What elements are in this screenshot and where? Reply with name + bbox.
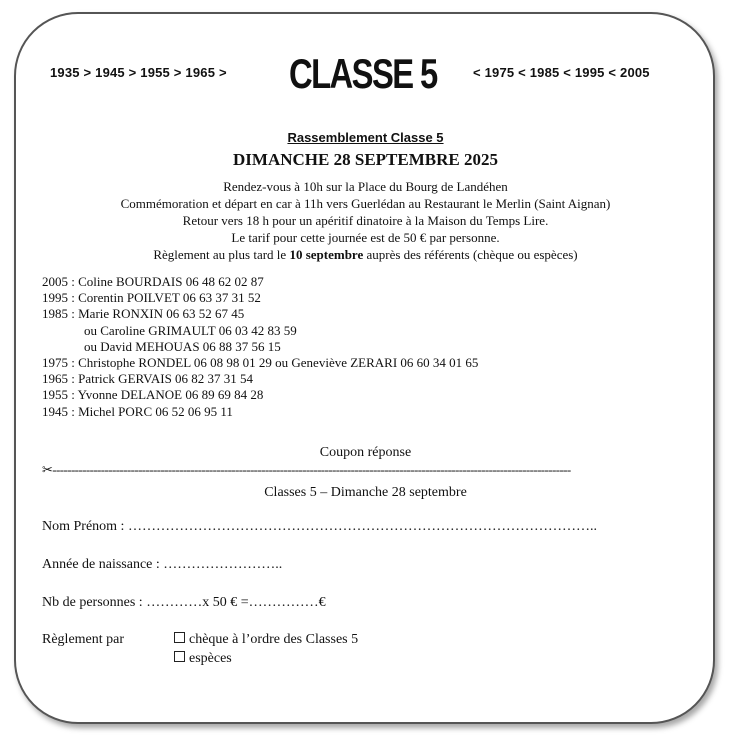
payment-label: Règlement par xyxy=(42,632,125,647)
contact-item: ou Caroline GRIMAULT 06 03 42 83 59 xyxy=(84,322,297,338)
info-line-return: Retour vers 18 h pour un apéritif dinatoire à la Maison du Temps Lire. xyxy=(182,213,549,228)
payment-deadline-after: auprès des référents (chèque ou espèces) xyxy=(363,247,578,262)
contact-item: 1965 : Patrick GERVAIS 06 82 37 31 54 xyxy=(42,371,254,387)
option-cash-label: espèces xyxy=(189,651,232,666)
info-line-meeting: Rendez-vous à 10h sur la Place du Bourg de Landéhen xyxy=(223,179,508,194)
contact-item: 2005 : Coline BOURDAIS 06 48 62 02 87 xyxy=(42,274,264,289)
info-line-commemoration: Commémoration et départ en car à 11h vers Guerlédan au Restaurant le Merlin (Saint Aignan) xyxy=(120,196,611,211)
checkbox-cheque[interactable] xyxy=(174,632,185,643)
event-info xyxy=(0,178,731,263)
persons-field: Nb de personnes : …………x 50 € =……………€ xyxy=(42,595,326,610)
contact-item: 1955 : Yvonne DELANOE 06 89 69 84 28 xyxy=(42,387,264,403)
contact-item: 1985 : Marie RONXIN 06 63 52 67 45 xyxy=(42,306,245,322)
contact-item: 1995 : Corentin POILVET 06 63 37 31 52 xyxy=(42,290,261,306)
event-date: DIMANCHE 28 SEPTEMBRE 2025 xyxy=(233,150,498,169)
option-cash[interactable] xyxy=(174,649,358,668)
info-line-payment xyxy=(0,246,731,263)
name-field: Nom Prénom : ……………………………………………………………………………………….. xyxy=(42,519,597,534)
event-subtitle: Rassemblement Classe 5 xyxy=(287,130,444,145)
coupon-title: Coupon réponse xyxy=(319,445,412,460)
checkbox-cash[interactable] xyxy=(174,651,185,662)
payment-options xyxy=(174,630,358,668)
contact-item: 1975 : Christophe RONDEL 06 08 98 01 29 ou Geneviève ZERARI 06 60 34 01 65 xyxy=(42,355,479,371)
payment-deadline-before: Règlement au plus tard le xyxy=(153,247,290,262)
contact-list xyxy=(42,274,478,420)
contact-item: 1945 : Michel PORC 06 52 06 95 11 xyxy=(42,403,233,419)
years-left: 1935 > 1945 > 1955 > 1965 > xyxy=(50,65,227,80)
years-right: < 1975 < 1985 < 1995 < 2005 xyxy=(473,65,650,80)
birth-year-field: Année de naissance : …………………….. xyxy=(42,557,283,572)
scissors-icon: ✂ xyxy=(42,462,53,477)
contact-item: ou David MEHOUAS 06 88 37 56 15 xyxy=(84,338,281,354)
cut-line xyxy=(42,462,667,478)
dashed-line: ------------------------------------------------------------------------------------------------------------------------------------------- xyxy=(52,462,571,477)
coupon-classes-line: Classes 5 – Dimanche 28 septembre xyxy=(264,485,467,500)
payment-deadline-date: 10 septembre xyxy=(289,247,364,262)
page-title: CLASSE 5 xyxy=(289,50,437,97)
option-cheque-label: chèque à l’ordre des Classes 5 xyxy=(189,632,359,647)
info-line-price: Le tarif pour cette journée est de 50 € par personne. xyxy=(231,230,500,245)
option-cheque[interactable] xyxy=(174,630,358,649)
